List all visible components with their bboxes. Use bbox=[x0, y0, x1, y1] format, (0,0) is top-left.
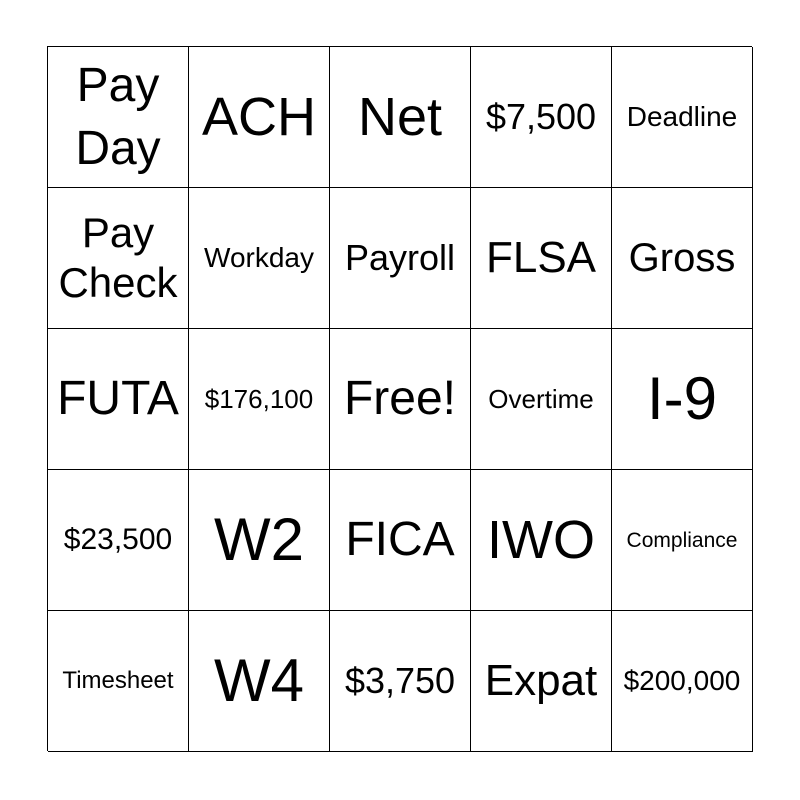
bingo-cell-3750[interactable] bbox=[330, 611, 471, 752]
bingo-cell-timesheet[interactable] bbox=[48, 611, 189, 752]
bingo-cell-200000[interactable] bbox=[612, 611, 753, 752]
cell-label: W4 bbox=[214, 647, 304, 714]
bingo-cell-ach[interactable] bbox=[189, 47, 330, 188]
cell-label: Net bbox=[357, 87, 443, 147]
bingo-cell-w4[interactable] bbox=[189, 611, 330, 752]
bingo-cell-pay-day[interactable] bbox=[48, 47, 189, 188]
cell-label: W2 bbox=[214, 506, 304, 573]
bingo-cell-23500[interactable] bbox=[48, 470, 189, 611]
cell-label: Pay Check bbox=[58, 209, 178, 306]
cell-label: FLSA bbox=[485, 233, 597, 282]
bingo-cell-176100[interactable] bbox=[189, 329, 330, 470]
bingo-cell-i9[interactable] bbox=[612, 329, 753, 470]
cell-label: FICA bbox=[345, 513, 455, 566]
bingo-cell-deadline[interactable] bbox=[612, 47, 753, 188]
bingo-cell-free-space[interactable] bbox=[330, 329, 471, 470]
cell-label: Workday bbox=[204, 242, 314, 273]
bingo-cell-compliance[interactable] bbox=[612, 470, 753, 611]
cell-label: $3,750 bbox=[344, 660, 456, 701]
cell-label: ACH bbox=[201, 87, 316, 147]
bingo-cell-pay-check[interactable] bbox=[48, 188, 189, 329]
cell-label: I-9 bbox=[646, 365, 718, 432]
bingo-cell-w2[interactable] bbox=[189, 470, 330, 611]
cell-label: Expat bbox=[484, 656, 598, 705]
bingo-cell-fica[interactable] bbox=[330, 470, 471, 611]
cell-label: Gross bbox=[628, 236, 736, 280]
bingo-cell-expat[interactable] bbox=[471, 611, 612, 752]
bingo-cell-flsa[interactable] bbox=[471, 188, 612, 329]
cell-label: $200,000 bbox=[623, 665, 741, 696]
cell-label: Pay Day bbox=[75, 59, 161, 175]
cell-label: Overtime bbox=[488, 384, 594, 414]
cell-label: IWO bbox=[487, 510, 595, 570]
cell-label: Free! bbox=[343, 372, 457, 425]
cell-label: Compliance bbox=[626, 528, 738, 552]
bingo-cell-workday[interactable] bbox=[189, 188, 330, 329]
cell-label: Payroll bbox=[344, 237, 456, 278]
cell-label: $176,100 bbox=[204, 384, 314, 414]
cell-label: $7,500 bbox=[485, 96, 597, 137]
cell-label: FUTA bbox=[57, 372, 179, 425]
bingo-cell-futa[interactable] bbox=[48, 329, 189, 470]
cell-label: Timesheet bbox=[62, 667, 174, 694]
cell-label: $23,500 bbox=[63, 523, 173, 556]
bingo-cell-7500[interactable] bbox=[471, 47, 612, 188]
bingo-cell-payroll[interactable] bbox=[330, 188, 471, 329]
bingo-cell-gross[interactable] bbox=[612, 188, 753, 329]
cell-label: Deadline bbox=[626, 101, 738, 132]
bingo-cell-net[interactable] bbox=[330, 47, 471, 188]
bingo-cell-iwo[interactable] bbox=[471, 470, 612, 611]
bingo-board bbox=[47, 46, 752, 751]
bingo-cell-overtime[interactable] bbox=[471, 329, 612, 470]
